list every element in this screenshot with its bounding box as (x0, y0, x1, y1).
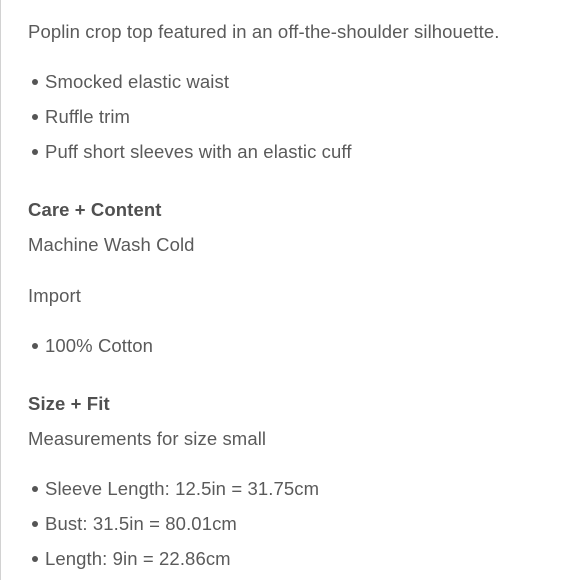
measurement-label: Bust: 31.5in = 80.01cm (45, 513, 237, 534)
feature-label: Ruffle trim (45, 106, 131, 127)
bullet-icon (32, 114, 38, 120)
left-border-rule (0, 0, 1, 580)
feature-list-item (28, 70, 229, 94)
care-instructions: Machine Wash Cold (28, 234, 195, 255)
feature-list-item (28, 140, 352, 164)
size-note: Measurements for size small (28, 428, 267, 449)
bullet-icon (32, 556, 38, 562)
measurement-list-item (28, 512, 237, 536)
material-label: 100% Cotton (45, 335, 154, 356)
measurement-label: Length: 9in = 22.86cm (45, 548, 231, 569)
origin-text: Import (28, 285, 82, 306)
bullet-icon (32, 343, 38, 349)
material-list-item (28, 334, 153, 358)
bullet-icon (32, 149, 38, 155)
care-content-heading: Care + Content (28, 199, 162, 220)
bullet-icon (32, 79, 38, 85)
bullet-icon (32, 521, 38, 527)
bullet-icon (32, 486, 38, 492)
measurement-label: Sleeve Length: 12.5in = 31.75cm (45, 478, 320, 499)
intro-text: Poplin crop top featured in an off-the-shoulder silhouette. (28, 21, 500, 42)
size-fit-heading: Size + Fit (28, 393, 110, 414)
feature-label: Puff short sleeves with an elastic cuff (45, 141, 352, 162)
measurement-list-item (28, 477, 319, 501)
measurement-list-item (28, 547, 231, 571)
feature-list-item (28, 105, 130, 129)
feature-label: Smocked elastic waist (45, 71, 230, 92)
